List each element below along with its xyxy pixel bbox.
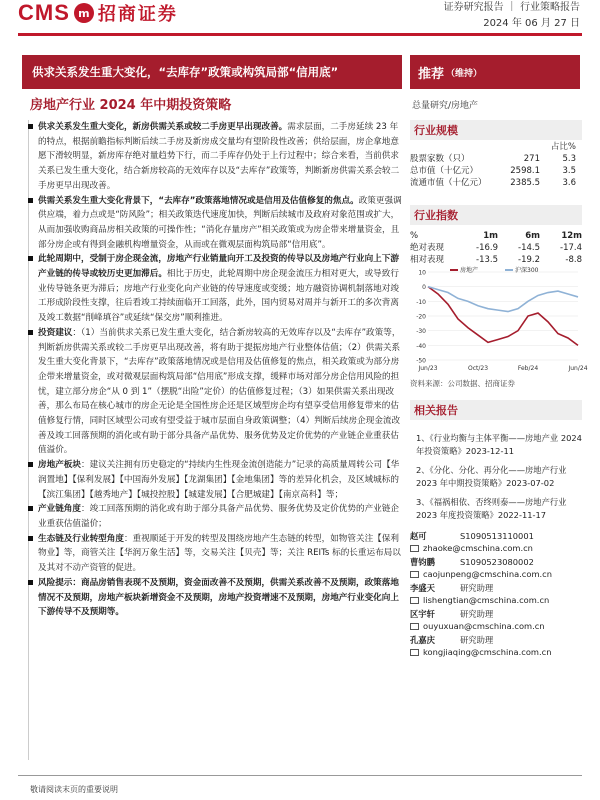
scale-pct: 3.6 [562, 178, 576, 188]
scale-value: 271 [523, 154, 540, 164]
report-item: 3、《福祸相依、否终则泰——房地产行业 2023 年度投资策略》2022-11-17 [416, 497, 567, 520]
paragraph-lead: 供需关系发生重大变化背景下，“去库存”政策落地情况或是信用及估值修复的焦点。 [38, 195, 359, 206]
main-paragraph [28, 194, 403, 253]
legend-label: 沪深300 [515, 267, 539, 274]
index-col-head: 12m [561, 231, 582, 241]
analyst-id: S1090523080002 [460, 557, 534, 567]
main-paragraph [28, 532, 403, 576]
analyst-email-line [410, 568, 582, 580]
main-paragraph [28, 120, 403, 194]
index-header-row [410, 230, 582, 242]
y-tick-label: -40 [416, 342, 426, 350]
x-tick-label: Jun/23 [418, 365, 438, 372]
analyst-name: 赵可 [410, 531, 427, 541]
brand-badge-icon: m [74, 3, 94, 23]
analyst-line [410, 582, 582, 594]
footer-note: 敬请阅读末页的重要说明 [30, 785, 118, 794]
report-item: 2、《分化、分化、再分化——房地产行业 2023 年中期投资策略》2023-07-02 [416, 465, 567, 488]
index-row-label: 绝对表现 [410, 243, 445, 253]
paragraph-text: 相比于历史，此轮周期中房企现金流压力相对更大，或导致行业传导链条更为滞后；房地产行业变化向产业链的传导速度或变缓；地方融资协调机制落地对竣工形成阶段性支撑，往后看竣工持续面临开工回落，此外，国内贸易对周并与新开工的多次背离及竣工数据“削峰填谷”或延续“保交房”顺利推进。 [38, 269, 399, 324]
index-col-head: 1m [483, 231, 498, 241]
y-tick-label: 10 [418, 269, 426, 277]
analyst-name: 孔嘉庆 [410, 635, 435, 645]
scale-heading: 行业规模 [410, 120, 582, 140]
sector-label: 总量研究/房地产 [412, 101, 479, 111]
header-divider [18, 33, 582, 36]
scale-pct: 5.3 [562, 154, 576, 164]
index-row-label: 相对表现 [410, 255, 445, 265]
report-date: 2024 年 06 月 27 日 [483, 18, 580, 29]
analyst-id: S1090513110001 [460, 531, 534, 541]
scale-table [410, 141, 582, 189]
main-paragraph [28, 252, 403, 326]
title-banner: 供求关系发生重大变化，“去库存”政策或构筑局部“信用底” [22, 55, 402, 89]
y-tick-label: -10 [416, 298, 426, 306]
analyst-block [410, 608, 582, 632]
paragraph-text: ：重视顺延于开发的转型及围绕房地产生态链的转型，如物管关注【保利物业】等，商管关注【华润万象生活】等，交易关注【贝壳】等；关注 REITs 标的长重运布局以及其对不动产资管的促进。 [38, 533, 401, 574]
paragraph-lead: 产业链角度 [38, 504, 81, 515]
analyst-email-line [410, 646, 582, 658]
index-cell: -17.4 [560, 243, 582, 253]
y-tick-label: -50 [416, 357, 426, 365]
report-subtitle: 房地产行业 2024 年中期投资策略 [30, 98, 232, 113]
paragraph-text: ：建议关注拥有历史稳定的“持续内生性现金流创造能力”记录的高质量周转公司【华润置地】【保利发展】【中国海外发展】【龙湖集团】【金地集团】等的差异化机会，及区域城标的【滨江集团】【越秀地产】【城投控股】【城建发展】【合肥城建】【南京高科】等； [38, 460, 400, 500]
analyst-email: zhaoke@cmschina.com.cn [423, 543, 533, 553]
mail-icon [410, 649, 419, 656]
paragraph-lead: 投资建议 [38, 327, 73, 338]
mail-icon [410, 571, 419, 578]
analyst-name: 李盛天 [410, 583, 435, 593]
analyst-line [410, 608, 582, 620]
paragraph-lead: 房地产板块 [38, 460, 81, 471]
scale-label: 流通市值（十亿元） [410, 178, 487, 188]
analyst-email: lishengtian@cmschina.com.cn [423, 595, 550, 605]
analyst-name: 曹钧鹏 [410, 557, 435, 567]
brand-cn: 招商证券 [97, 4, 178, 25]
scale-row [410, 177, 582, 189]
header-meta [444, 0, 580, 32]
rating: 推荐 [418, 66, 445, 82]
analyst-block [410, 530, 582, 554]
chart-source: 资料来源：公司数据、招商证券 [410, 379, 515, 388]
paragraph-text: 政策更强调供应端，着力点或是“防风险”；相关政策迭代速度加快，判断后续城市及政府对象范围或扩大，从而加强收购商品房相关政策的可操作性；“消化存量房产”相关政策或为房企带来增量资金，且部分房企或有得到金融机构增量资金，从而或在微观层面构筑局部“信用底”。 [38, 195, 402, 250]
index-cell: -8.8 [565, 255, 582, 265]
x-tick-label: Oct/23 [467, 365, 489, 372]
index-cell: -14.5 [518, 243, 540, 253]
paragraph-lead: 此轮周期中，受制于房企现金流，房地产行业销量向开工及投资的传导以及房地产行业向上下游产业链的传导或较历史更加滞后。 [38, 254, 399, 280]
analyst-block [410, 634, 582, 658]
analyst-list [410, 530, 582, 660]
analyst-id: 研究助理 [460, 609, 494, 619]
x-tick-label: Jun/24 [568, 365, 588, 372]
analyst-email: caojunpeng@cmschina.com.cn [423, 569, 552, 579]
mail-icon [410, 597, 419, 604]
index-row [410, 242, 582, 254]
reports-heading: 相关报告 [410, 400, 582, 420]
scale-label: 总市值（十亿元） [410, 166, 479, 176]
scale-row [410, 165, 582, 177]
analyst-line [410, 556, 582, 568]
analyst-block [410, 556, 582, 580]
index-cell: -16.9 [476, 243, 498, 253]
index-col-head: % [410, 231, 419, 241]
analyst-email-line [410, 594, 582, 606]
scale-row [410, 153, 582, 165]
footer-divider [18, 775, 582, 776]
paragraph-text: ：（1）当前供求关系已发生重大变化，结合新房较高的无效库存以及“去库存”政策等，判断新房供需关系或较二手房更早出现改善，将有助于提振房地产行业整体估值；（2）供需关系发生重大变化背景下，“去库存”政策落地情况或是信用及估值修复的焦点，相关政策或为部分房企带来增量资金，或对微观层面构筑局部“信用底”形成支撑，缓释市场对部分房企信用风险的担忧，建立部分房企“从 0 到 1”（摆脱“出险”定价）的估值修复过程；（3）如果供需关系出现改善，那么布局在核心城市的房企无论是全国性房企还是区域型房企均有望享受信用修复带来的估值修复行情，同时区域型公司或有望受益于城市层面自身政策调整；（4）判断后续房企现金流改善及竣工回落预期的消化或有助于部分具备产品优势、服务优势及定价优势的产业链企业重获估值溢价。 [38, 327, 401, 456]
main-paragraph [28, 326, 403, 458]
y-tick-label: 0 [422, 284, 426, 292]
paragraph-lead: 供求关系发生重大变化，新房供需关系或较二手房更早出现改善。 [38, 122, 288, 132]
paragraph-text: 需求层面，二手房延续 23 年的特点，根据前瞻指标判断后续二手房及新房成交量均有望阶段性改善；供给层面，房企拿地意愿下滑较明显，新房库存绝对量趋势下行，而二手库存仍处于上行过程中；综合来看，当前供求关系已发生重大变化，结合新房较高的无效库存以及“去库存”政策等，判断新房供需关系会较二手房更早出现改善。 [38, 122, 400, 191]
report-item: 1、《行业均衡与主体平衡——房地产业 2024 年投资策略》2023-12-11 [416, 433, 582, 456]
analyst-id: 研究助理 [460, 635, 494, 645]
rating-sub: （维持） [446, 68, 483, 79]
main-paragraph [28, 502, 403, 531]
analyst-line [410, 634, 582, 646]
y-tick-label: -30 [416, 328, 426, 336]
index-chart [410, 262, 588, 377]
index-cell: -13.5 [476, 255, 498, 265]
scale-unit: 占比% [550, 142, 576, 152]
mail-icon [410, 545, 419, 552]
main-paragraph [28, 458, 403, 502]
analyst-email: ouyuxuan@cmschina.com.cn [423, 621, 545, 631]
brand-en: CMS [18, 0, 70, 25]
doc-type: 证券研究报告 ｜ 行业策略报告 [443, 2, 580, 13]
y-tick-label: -20 [416, 313, 426, 321]
index-cell: -19.2 [518, 255, 540, 265]
mail-icon [410, 623, 419, 630]
brand-logo [18, 0, 178, 26]
rating-box [410, 55, 580, 89]
scale-label: 股票家数（只） [410, 154, 470, 164]
analyst-email: kongjiaqing@cmschina.com.cn [423, 647, 552, 657]
paragraph-text: ：竣工回落预期的消化或有助于部分具备产品优势、服务优势及定价优势的产业链企业重获估值溢价； [38, 504, 399, 529]
scale-pct: 3.5 [562, 166, 576, 176]
main-paragraph [28, 576, 403, 620]
legend-label: 房地产 [460, 267, 479, 274]
index-col-head: 6m [525, 231, 540, 241]
analyst-line [410, 530, 582, 542]
main-body [28, 120, 403, 620]
analyst-name: 区宇轩 [410, 609, 435, 619]
analyst-email-line [410, 620, 582, 632]
paragraph-lead: 生态链及行业转型角度 [38, 533, 124, 544]
index-table [410, 230, 582, 266]
analyst-id: 研究助理 [460, 583, 494, 593]
x-tick-label: Feb/24 [517, 365, 539, 372]
paragraph-lead: 风险提示：商品房销售表现不及预期，资金面改善不及预期，供需关系改善不及预期，政策落地情况不及预期，房地产板块新增资金不及预期，房地产投资增速不及预期，房地产行业变化向上下游传导不及预期等。 [38, 577, 399, 618]
index-heading: 行业指数 [410, 205, 582, 225]
scale-value: 2385.5 [510, 178, 540, 188]
analyst-block [410, 582, 582, 606]
scale-value: 2598.1 [510, 166, 540, 176]
related-reports [410, 432, 582, 528]
analyst-email-line [410, 542, 582, 554]
